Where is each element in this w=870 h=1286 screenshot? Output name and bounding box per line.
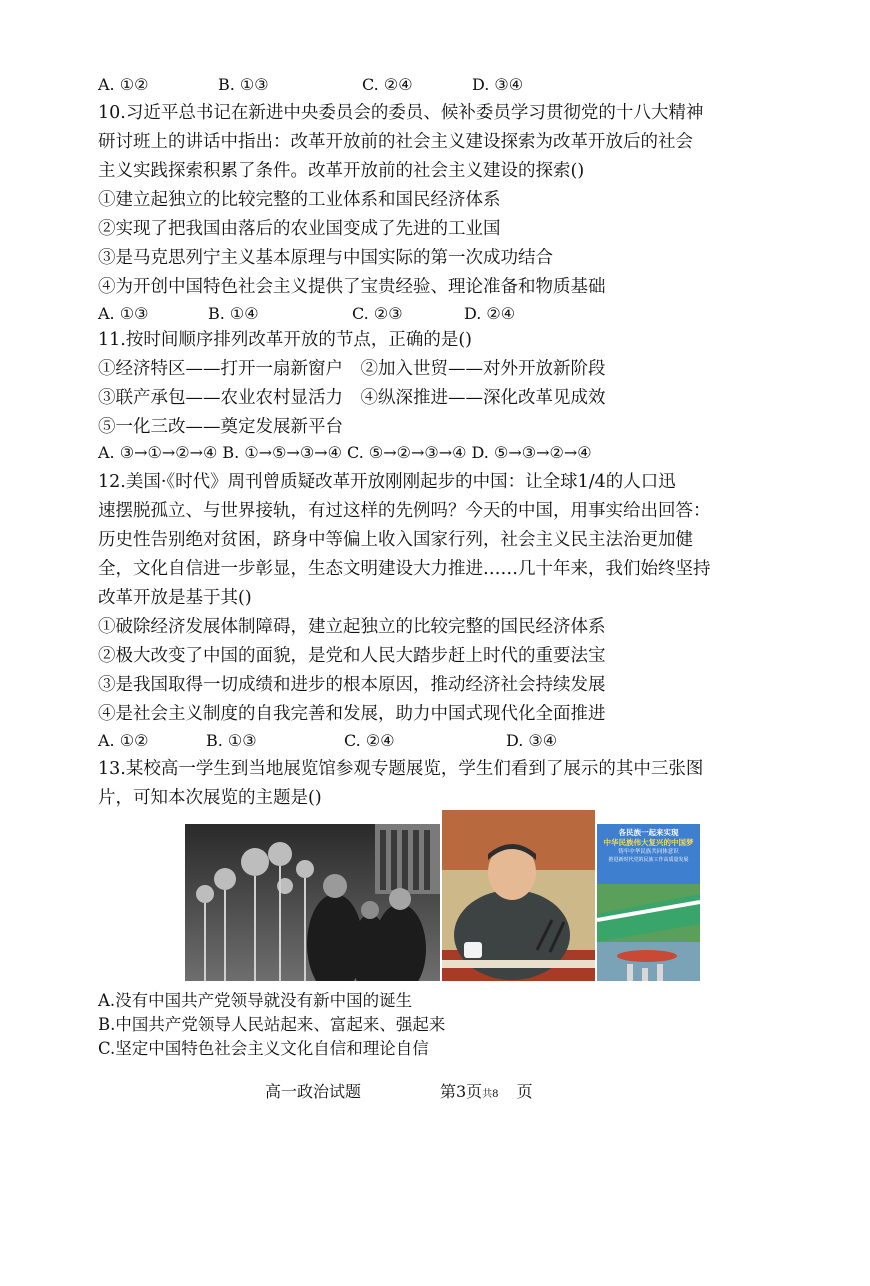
- q12-item: ①破除经济发展体制障碍，建立起独立的比较完整的国民经济体系: [98, 617, 606, 637]
- footer-page-suffix: 页: [516, 1082, 533, 1101]
- poster-line: 铸牢中华民族共同体意识: [618, 849, 679, 855]
- q10-stem-line: 研讨班上的讲话中指出：改革开放前的社会主义建设探索为改革开放后的社会: [98, 132, 693, 152]
- poster-line: 中华民族伟大复兴的中国梦: [603, 838, 694, 847]
- photo-founding-ceremony: [185, 824, 440, 981]
- q10-item: ④为开创中国特色社会主义提供了宝贵经验、理论准备和物质基础: [98, 277, 606, 297]
- footer-total: 共8: [482, 1089, 499, 1100]
- option-c: C. ②③: [352, 304, 403, 323]
- q11-item: ③联产承包——农业农村显活力 ④纵深推进——深化改革见成效: [98, 388, 606, 408]
- footer-page-number: [440, 1080, 533, 1107]
- q11-item: ①经济特区——打开一扇新窗户 ②加入世贸——对外开放新阶段: [98, 359, 606, 379]
- option-b: B. ①③: [206, 731, 257, 750]
- q12-item: ④是社会主义制度的自我完善和发展，助力中国式现代化全面推进: [98, 704, 606, 724]
- footer-subject: 高一政治试题: [265, 1082, 362, 1101]
- option-a: A. ①③: [98, 304, 149, 323]
- q13-option-b: B.中国共产党领导人民站起来、富起来、强起来: [98, 1015, 446, 1034]
- q10-stem-line: 10.习近平总书记在新进中央委员会的委员、候补委员学习贯彻党的十八大精神: [98, 103, 704, 123]
- q10-item: ③是马克思列宁主义基本原理与中国实际的第一次成功结合: [98, 248, 553, 268]
- option-a: A. ①②: [98, 75, 149, 94]
- q13-stem-line: 13.某校高一学生到当地展览馆参观专题展览，学生们看到了展示的其中三张图: [98, 759, 704, 779]
- option-d: D. ②④: [464, 304, 516, 323]
- q12-item: ②极大改变了中国的面貌，是党和人民大踏步赶上时代的重要法宝: [98, 646, 606, 666]
- q10-item: ②实现了把我国由落后的农业国变成了先进的工业国: [98, 219, 501, 239]
- q13-stem-line: 片，可知本次展览的主题是(): [98, 788, 322, 808]
- option-d: D. ③④: [506, 731, 558, 750]
- q12-stem-line: 12.美国·《时代》周刊曾质疑改革开放刚刚起步的中国：让全球1/4的人口迅: [98, 472, 676, 492]
- option-b: B. ①④: [208, 304, 259, 323]
- q11-item: ⑤一化三改——奠定发展新平台: [98, 417, 343, 437]
- poster-line: 推进新时代党的民族工作高质量发展: [608, 857, 689, 863]
- option-b: B. ①③: [218, 75, 269, 94]
- q11-stem: 11.按时间顺序排列改革开放的节点，正确的是(): [98, 330, 472, 350]
- option-a: A. ①②: [98, 731, 149, 750]
- footer-page-prefix: 第3页: [440, 1082, 483, 1101]
- q12-stem-line: 历史性告别绝对贫困，跻身中等偏上收入国家行列，社会主义民主法治更加健: [98, 530, 693, 550]
- q12-stem-line: 全，文化自信进一步彰显，生态文明建设大力推进……几十年来，我们始终坚持: [98, 559, 711, 579]
- q12-item: ③是我国取得一切成绩和进步的根本原因，推动经济社会持续发展: [98, 675, 606, 695]
- q12-stem-line: 速摆脱孤立、与世界接轨，有过这样的先例吗？今天的中国，用事实给出回答：: [98, 501, 711, 521]
- option-c: C. ②④: [344, 731, 395, 750]
- q10-item: ①建立起独立的比较完整的工业体系和国民经济体系: [98, 190, 501, 210]
- photo-poster: [597, 824, 700, 981]
- q11-options: A. ③→①→②→④ B. ①→⑤→③→④ C. ⑤→②→③→④ D. ⑤→③→②→④: [98, 443, 592, 462]
- option-c: C. ②④: [362, 75, 413, 94]
- q13-option-c: C.坚定中国特色社会主义文化自信和理论自信: [98, 1039, 429, 1058]
- q12-stem-line: 改革开放是基于其(): [98, 588, 252, 608]
- poster-line: 各民族一起来实现: [618, 828, 679, 837]
- option-d: D. ③④: [472, 75, 524, 94]
- q13-option-a: A.没有中国共产党领导就没有新中国的诞生: [98, 991, 413, 1010]
- q10-stem-line: 主义实践探索积累了条件。改革开放前的社会主义建设的探索(): [98, 161, 585, 181]
- photo-speaker: [442, 810, 595, 981]
